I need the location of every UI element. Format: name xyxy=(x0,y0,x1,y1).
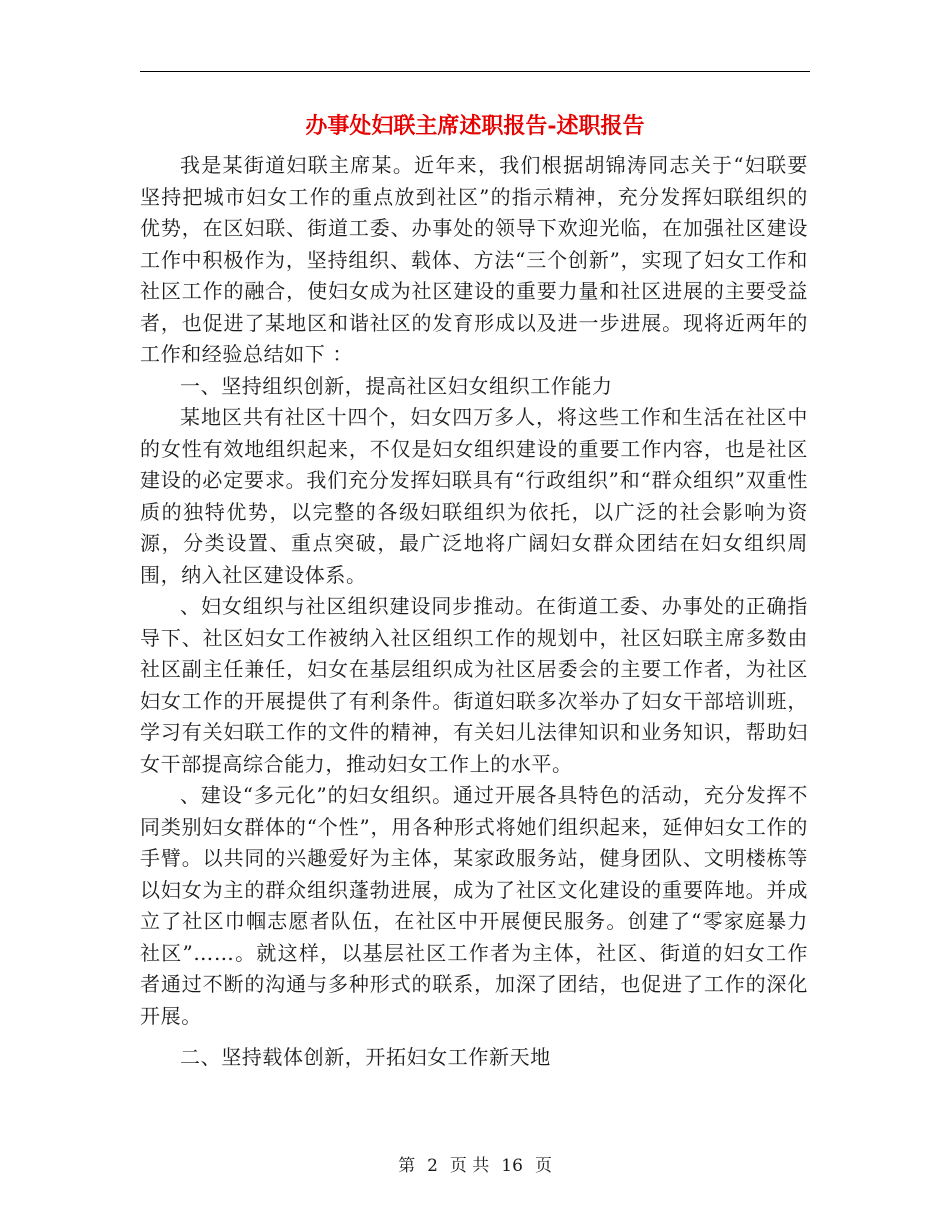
document-body xyxy=(140,150,808,1074)
header-rule xyxy=(140,71,810,72)
section-heading-1: 一、坚持组织创新，提高社区妇女组织工作能力 xyxy=(180,373,613,398)
paragraph-sync-development: 、妇女组织与社区组织建设同步推动。在街道工委、办事处的正确指导下、社区妇女工作被纳入社区组织工作的规划中，社区妇联主席多数由社区副主任兼任，妇女在基层组织成为社区居委会的主要工作者，为社区妇女工作的开展提供了有利条件。街道妇联多次举办了妇女干部培训班，学习有关妇联工作的文件的精神，有关妇儿法律知识和业务知识，帮助妇女干部提高综合能力，推动妇女工作上的水平。 xyxy=(140,594,808,776)
footer-page-number: 2 xyxy=(427,1156,438,1176)
section-heading-2: 二、坚持载体创新，开拓妇女工作新天地 xyxy=(180,1045,551,1069)
paragraph-intro: 我是某街道妇联主席某。近年来，我们根据胡锦涛同志关于“妇联要坚持把城市妇女工作的重点放到社区”的指示精神，充分发挥妇联组织的优势，在区妇联、街道工委、办事处的领导下欢迎光临，在加强社区建设工作中积极作为，坚持组织、载体、方法“三个创新”，实现了妇女工作和社区工作的融合，使妇女成为社区建设的重要力量和社区进展的主要受益者，也促进了某地区和谐社区的发育形成以及进一步进展。现将近两年的工作和经验总结如下 ： xyxy=(140,153,808,366)
paragraph-organization: 某地区共有社区十四个，妇女四万多人，将这些工作和生活在社区中的女性有效地组织起来，不仅是妇女组织建设的重要工作内容，也是社区建设的必定要求。我们充分发挥妇联具有“行政组织”和“群众组织”双重性质的独特优势，以完整的各级妇联组织为依托，以广泛的社会影响为资源，分类设置、重点突破，最广泛地将广阔妇女群众团结在妇女组织周围，纳入社区建设体系。 xyxy=(140,405,808,587)
footer-page-total: 16 xyxy=(501,1156,523,1176)
paragraph-diversified: 、建设“多元化”的妇女组织。通过开展各具特色的活动，充分发挥不同类别妇女群体的“个性”，用各种形式将她们组织起来，延伸妇女工作的手臂。以共同的兴趣爱好为主体，某家政服务站，健身团队、文明楼栋等以妇女为主的群众组织蓬勃进展，成为了社区文化建设的重要阵地。并成立了社区巾帼志愿者队伍，在社区中开展便民服务。创建了“零家庭暴力社区”……。就这样，以基层社区工作者为主体，社区、街道的妇女工作者通过不断的沟通与多种形式的联系，加深了团结，也促进了工作的深化开展。 xyxy=(140,783,808,1028)
document-title: 办事处妇联主席述职报告-述职报告 xyxy=(305,113,645,139)
footer-page-prefix: 第 xyxy=(398,1156,416,1176)
page-footer xyxy=(0,1154,950,1178)
footer-page-middle: 页 共 xyxy=(449,1156,490,1176)
footer-page-suffix: 页 xyxy=(534,1156,552,1176)
